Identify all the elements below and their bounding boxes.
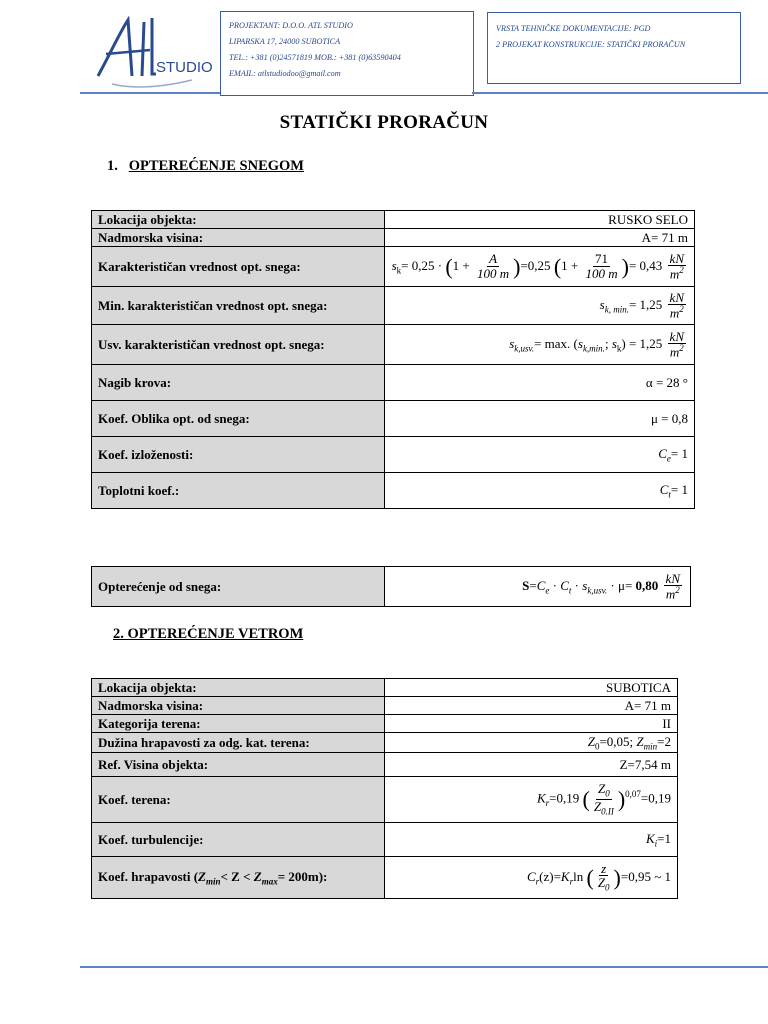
row-value-formula: $Z_0=0,05$; $Z_{min}=2$	[385, 733, 678, 753]
row-value-formula: $s_{k, min.}= 1,25$ $\frac{kN}{m^2}$	[385, 287, 695, 325]
header-rule	[80, 92, 220, 94]
row-value-formula: $C_r(z)=K_r\ln$ ( $\frac{z}{Z_0}$ )=0,95 ~ 1	[385, 857, 678, 899]
row-label: Dužina hrapavosti za odg. kat. terena:	[92, 733, 385, 753]
table-row	[92, 715, 678, 733]
logo-text: STUDIO	[156, 59, 213, 76]
row-label: Ref. Visina objekta:	[92, 753, 385, 777]
row-label: Koef. izloženosti:	[92, 437, 385, 473]
table-row	[92, 437, 695, 473]
row-label: Nadmorska visina:	[92, 697, 385, 715]
row-value-formula: $C_t= 1$	[385, 473, 695, 509]
row-label: Koef. Oblika opt. od snega:	[92, 401, 385, 437]
row-value-formula: $K_r=0,19$ ( $\frac{Z_0}{Z_{0.II}}$ )$^{0,07}$=0,19	[385, 777, 678, 823]
table-row	[92, 211, 695, 229]
project-info-box	[487, 12, 741, 84]
row-label-formula: Koef. hrapavosti $(Z_{min}< Z < Z_{max}= 200m)$:	[92, 857, 385, 899]
header-rule	[472, 92, 768, 94]
table-row	[92, 325, 695, 365]
table-row	[92, 733, 678, 753]
row-label: Usv. karakterističan vrednost opt. snega:	[92, 325, 385, 365]
row-value: II	[385, 715, 678, 733]
row-value: μ = 0,8	[385, 401, 695, 437]
row-label: Karakterističan vrednost opt. snega:	[92, 247, 385, 287]
section-heading-snow: 1. OPTEREĆENJE SNEGOM	[107, 158, 304, 174]
table-row	[92, 247, 695, 287]
row-label: Kategorija terena:	[92, 715, 385, 733]
row-value: α = 28 °	[385, 365, 695, 401]
table-row	[92, 473, 695, 509]
table-row	[92, 857, 678, 899]
snow-parameters-table	[91, 210, 695, 509]
row-label: Min. karakterističan vrednost opt. snega:	[92, 287, 385, 325]
row-value-formula: $S=C_e \cdot C_t \cdot s_{k,usv.} \cdot \mu= 0,80$ $\frac{kN}{m^2}$	[385, 567, 691, 607]
company-line: TEL.: +381 (0)24571819 MOB.: +381 (0)63590404	[229, 53, 401, 62]
row-value-formula: $C_e= 1$	[385, 437, 695, 473]
company-logo	[92, 14, 213, 94]
company-line: EMAIL: atlstudiodoo@gmail.com	[229, 69, 341, 78]
company-line: LIPARSKA 17, 24000 SUBOTICA	[229, 37, 341, 46]
row-label: Koef. terena:	[92, 777, 385, 823]
row-value-formula: $K_i=1$	[385, 823, 678, 857]
snow-load-table	[91, 566, 691, 607]
row-value: RUSKO SELO	[385, 211, 695, 229]
table-row	[92, 753, 678, 777]
table-row	[92, 697, 678, 715]
footer-rule	[80, 966, 768, 968]
table-row	[92, 229, 695, 247]
table-row	[92, 287, 695, 325]
wind-parameters-table	[91, 678, 678, 899]
row-value: A= 71 m	[385, 697, 678, 715]
table-row	[92, 401, 695, 437]
section-heading-wind: 2. OPTEREĆENJE VETROM	[113, 626, 304, 642]
row-label: Lokacija objekta:	[92, 679, 385, 697]
table-row	[92, 365, 695, 401]
table-row	[92, 823, 678, 857]
page-title: STATIČKI PRORAČUN	[279, 112, 489, 133]
company-info-box	[220, 11, 474, 96]
row-value: Z=7,54 m	[385, 753, 678, 777]
table-row	[92, 567, 691, 607]
row-label: Nadmorska visina:	[92, 229, 385, 247]
row-value-formula: $s_k= 0,25 \cdot (1$ + $\frac{A}{100 m}$ )=0,25 (1 + $\frac{71}{100 m}$ )= 0,43 $\frac{kN}{m^2}$	[385, 247, 695, 287]
project-line: VRSTA TEHNIČKE DOKUMENTACIJE: PGD	[496, 24, 651, 33]
project-line: 2 PROJEKAT KONSTRUKCIJE: STATIČKI PRORAČUN	[496, 40, 686, 49]
row-value-formula: $s_{k,usv.}= \max$. ($s_{k,min.}$; $s_k) = 1,25$ $\frac{kN}{m^2}$	[385, 325, 695, 365]
table-row	[92, 777, 678, 823]
table-row	[92, 679, 678, 697]
row-label: Koef. turbulencije:	[92, 823, 385, 857]
row-label: Opterećenje od snega:	[92, 567, 385, 607]
row-label: Nagib krova:	[92, 365, 385, 401]
row-value: SUBOTICA	[385, 679, 678, 697]
company-line: PROJEKTANT: D.O.O. ATL STUDIO	[229, 21, 353, 30]
row-label: Lokacija objekta:	[92, 211, 385, 229]
row-label: Toplotni koef.:	[92, 473, 385, 509]
row-value: A= 71 m	[385, 229, 695, 247]
